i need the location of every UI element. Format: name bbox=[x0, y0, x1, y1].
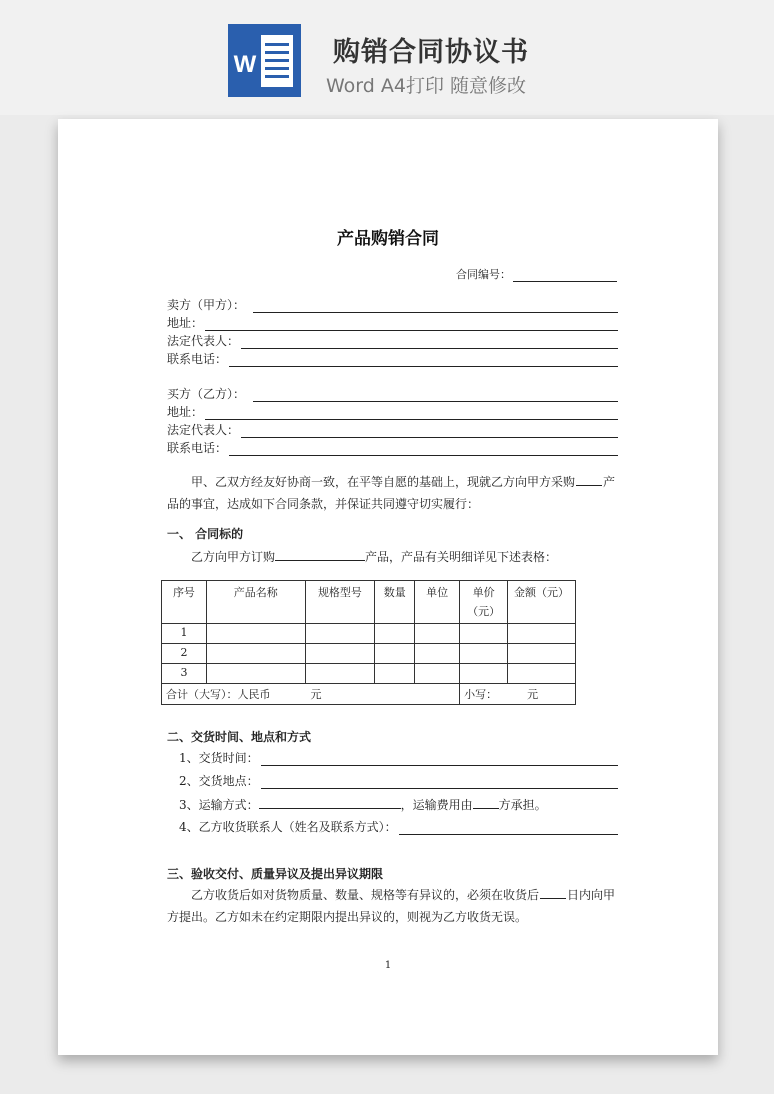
delivery-place-field[interactable] bbox=[261, 775, 618, 789]
seller-address-field[interactable] bbox=[205, 317, 618, 331]
table-header: 规格型号 bbox=[305, 581, 375, 624]
table-cell[interactable] bbox=[415, 644, 460, 664]
table-cell[interactable] bbox=[415, 664, 460, 684]
intro-text-2: 产品的事宜，达成如下合同条款，并保证共同遵守切实履行： bbox=[167, 475, 616, 511]
delivery-place-row bbox=[179, 772, 618, 789]
total-lower-unit: 元 bbox=[527, 688, 539, 701]
banner-subtitle: Word A4打印 随意修改 bbox=[326, 75, 527, 97]
transport-method-field[interactable] bbox=[259, 796, 401, 809]
total-upper-label: 合计（大写）：人民币 bbox=[166, 688, 271, 701]
objection-days-blank[interactable] bbox=[540, 886, 566, 899]
row-number: 2 bbox=[162, 644, 207, 664]
transport-end-text: 方承担。 bbox=[498, 798, 547, 812]
product-blank[interactable] bbox=[576, 473, 602, 486]
table-header: 数量 bbox=[375, 581, 415, 624]
seller-phone-label: 联系电话： bbox=[167, 352, 228, 366]
document-title: 产品购销合同 bbox=[337, 229, 439, 249]
delivery-time-field[interactable] bbox=[261, 752, 618, 766]
section-1-text bbox=[191, 548, 557, 565]
intro-text-1: 甲、乙双方经友好协商一致，在平等自愿的基础上，现就乙方向甲方采购 bbox=[191, 475, 576, 489]
seller-rep-label: 法定代表人： bbox=[167, 334, 240, 348]
header-banner bbox=[0, 0, 774, 115]
transport-label: 3、运输方式： bbox=[179, 798, 259, 812]
delivery-time-label: 1、交货时间： bbox=[179, 751, 259, 765]
table-row bbox=[162, 644, 576, 664]
buyer-rep-row bbox=[167, 421, 618, 438]
transport-payer-field[interactable] bbox=[473, 796, 499, 809]
table-cell[interactable] bbox=[305, 624, 375, 644]
document-page bbox=[58, 119, 718, 1055]
word-logo-icon bbox=[228, 24, 301, 97]
transport-mid-text: ，运输费用由 bbox=[400, 798, 473, 812]
row-number: 3 bbox=[162, 664, 207, 684]
row-number: 1 bbox=[162, 624, 207, 644]
buyer-phone-label: 联系电话： bbox=[167, 441, 228, 455]
transport-row bbox=[179, 796, 547, 813]
intro-paragraph bbox=[167, 471, 620, 515]
table-cell[interactable] bbox=[305, 664, 375, 684]
table-header: 金额（元） bbox=[508, 581, 576, 624]
word-logo-letter: W bbox=[233, 51, 257, 78]
table-row bbox=[162, 624, 576, 644]
banner-title: 购销合同协议书 bbox=[333, 37, 529, 68]
table-cell[interactable] bbox=[460, 664, 508, 684]
section-3-paragraph bbox=[167, 884, 620, 906]
total-lower-cell[interactable] bbox=[460, 684, 576, 705]
table-cell[interactable] bbox=[460, 624, 508, 644]
buyer-phone-field[interactable] bbox=[229, 442, 618, 456]
delivery-place-label: 2、交货地点： bbox=[179, 774, 259, 788]
buyer-rep-label: 法定代表人： bbox=[167, 423, 240, 437]
seller-party-field[interactable] bbox=[253, 299, 618, 313]
table-cell[interactable] bbox=[206, 644, 305, 664]
contact-row bbox=[179, 818, 618, 835]
total-upper-unit: 元 bbox=[310, 688, 322, 701]
order-text-after: 产品，产品有关明细详见下述表格： bbox=[365, 550, 558, 564]
total-lower-label: 小写： bbox=[464, 688, 498, 701]
seller-phone-row bbox=[167, 350, 618, 367]
table-header: 单位 bbox=[415, 581, 460, 624]
section-2-heading: 二、交货时间、地点和方式 bbox=[167, 730, 312, 744]
table-cell[interactable] bbox=[305, 644, 375, 664]
table-row bbox=[162, 664, 576, 684]
contract-number-field[interactable] bbox=[513, 270, 617, 282]
section-3-text-2: 日内向甲 bbox=[567, 888, 616, 902]
seller-phone-field[interactable] bbox=[229, 353, 618, 367]
table-cell[interactable] bbox=[460, 644, 508, 664]
section-3-text-1: 乙方收货后如对货物质量、数量、规格等有异议的，必须在收货后 bbox=[191, 888, 540, 902]
section-3-paragraph-2: 方提出。乙方如未在约定期限内提出异议的，则视为乙方收货无误。 bbox=[167, 910, 528, 924]
table-cell[interactable] bbox=[206, 664, 305, 684]
table-header: 产品名称 bbox=[206, 581, 305, 624]
seller-rep-field[interactable] bbox=[241, 335, 618, 349]
table-cell[interactable] bbox=[508, 644, 576, 664]
table-cell[interactable] bbox=[508, 624, 576, 644]
buyer-party-label: 买方（乙方）： bbox=[167, 387, 246, 401]
table-header: 单价（元） bbox=[460, 581, 508, 624]
seller-rep-row bbox=[167, 332, 618, 349]
buyer-address-label: 地址： bbox=[167, 405, 204, 419]
total-upper-cell[interactable] bbox=[162, 684, 460, 705]
table-cell[interactable] bbox=[375, 664, 415, 684]
table-cell[interactable] bbox=[375, 644, 415, 664]
table-cell[interactable] bbox=[415, 624, 460, 644]
delivery-time-row bbox=[179, 749, 618, 766]
table-header: 序号 bbox=[162, 581, 207, 624]
table-total-row bbox=[162, 684, 576, 705]
contact-label: 4、乙方收货联系人（姓名及联系方式）： bbox=[179, 820, 397, 834]
section-3-heading: 三、验收交付、质量异议及提出异议期限 bbox=[167, 867, 384, 881]
table-header-row bbox=[162, 581, 576, 624]
contact-field[interactable] bbox=[399, 821, 618, 835]
contract-number bbox=[456, 266, 617, 282]
page-number: 1 bbox=[384, 960, 392, 971]
product-table bbox=[161, 580, 576, 705]
buyer-party-row bbox=[167, 385, 618, 402]
buyer-rep-field[interactable] bbox=[241, 424, 618, 438]
buyer-phone-row bbox=[167, 439, 618, 456]
table-cell[interactable] bbox=[375, 624, 415, 644]
seller-party-label: 卖方（甲方）： bbox=[167, 298, 246, 312]
table-cell[interactable] bbox=[206, 624, 305, 644]
seller-address-row bbox=[167, 314, 618, 331]
order-text-before: 乙方向甲方订购 bbox=[191, 550, 276, 564]
section-1-heading: 一、 合同标的 bbox=[167, 527, 244, 541]
order-product-blank[interactable] bbox=[275, 548, 365, 561]
buyer-address-row bbox=[167, 403, 618, 420]
seller-address-label: 地址： bbox=[167, 316, 204, 330]
table-cell[interactable] bbox=[508, 664, 576, 684]
seller-party-row bbox=[167, 296, 618, 313]
buyer-address-field[interactable] bbox=[205, 406, 618, 420]
buyer-party-field[interactable] bbox=[253, 388, 618, 402]
contract-number-label: 合同编号： bbox=[456, 268, 511, 281]
